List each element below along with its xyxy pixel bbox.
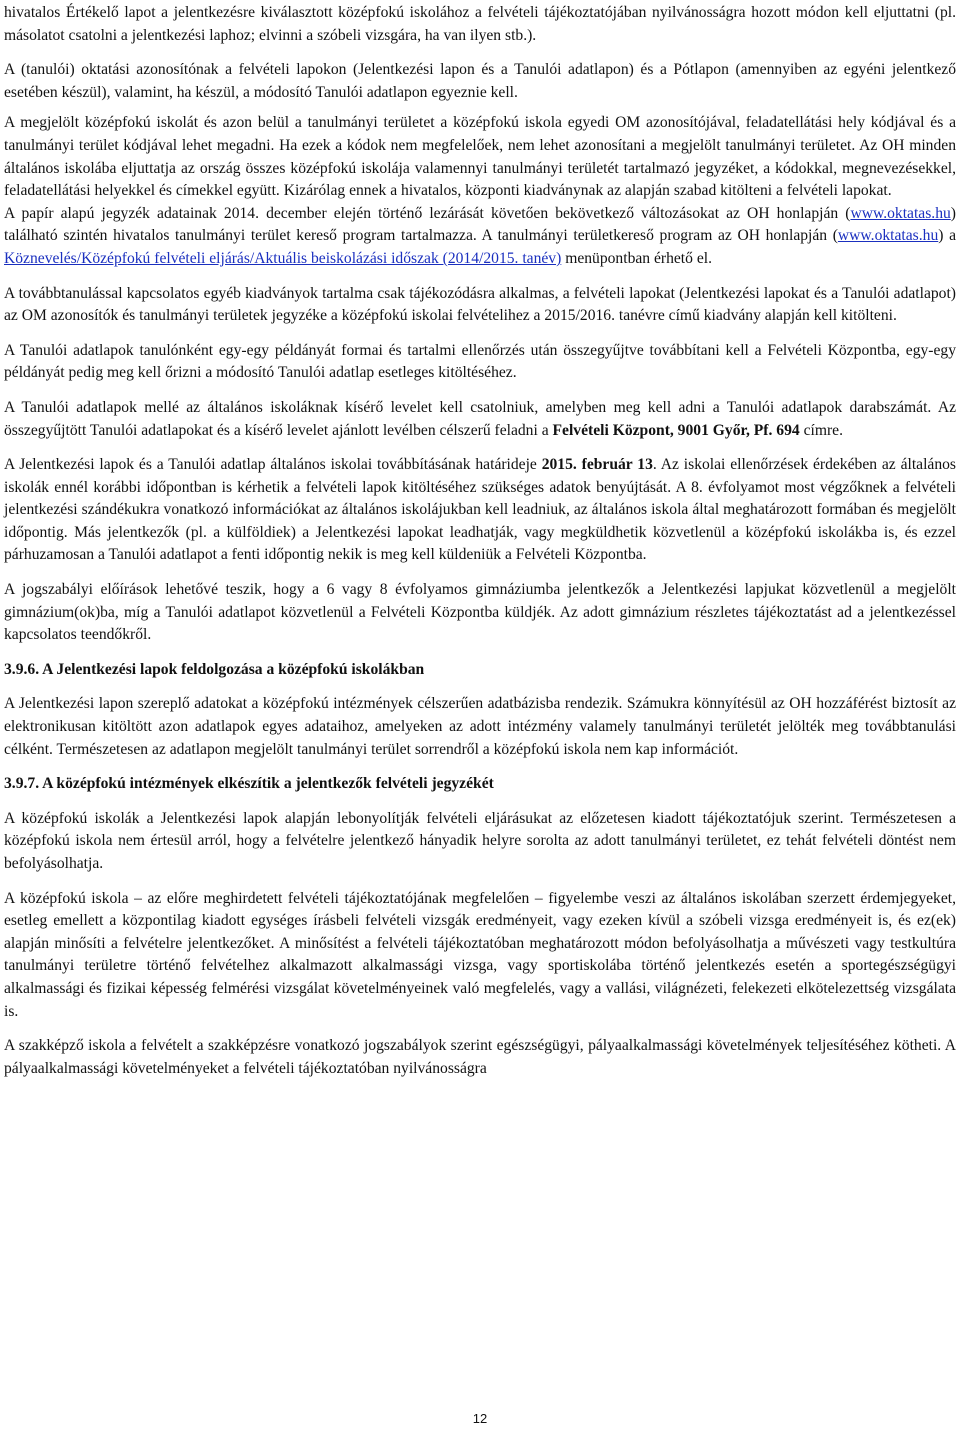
menu-path-link[interactable]: Köznevelés/Középfokú felvételi eljárás/Aktuális beiskolázási időszak (2014/2015. tanév) (4, 249, 562, 267)
text-segment: címre. (799, 421, 843, 439)
document-page (4, 0, 956, 1092)
paragraph-oktatasi-azonosito: A (tanulói) oktatási azonosítónak a felvételi lapokon (Jelentkezési lapon és a Tanulói adatlapon) és a Pótlapon (amennyiben az egyéni jelentkező esetében készül), valamint, ha készül, a módosító Tanulói adatlapon egyeznie kell. (4, 61, 956, 101)
paragraph-feldolgozas: A Jelentkezési lapon szereplő adatokat a középfokú intézmények célszerűen adatbázisba rendezik. Számukra könnyítésül az OH hozzáférést biztosít az elektronikusan kitöltött azon adatlapok egyes adataihoz, amelyeken az adott intézmény valamely tanulmányi területét jelölték meg továbbtanulási célként. Természetesen az adatlapon megjelölt tanulmányi terület sorrendről a középfokú iskola nem kap információt. (4, 695, 956, 758)
paragraph-0: hivatalos Értékelő lapot a jelentkezésre kiválasztott középfokú iskolához a felvételi tájékoztatójában nyilvánosságra hozott módon kell eljuttatni (pl. másolatot csatolni a jelentkezési laphoz; elvinni a szóbeli vizsgára, ha van ilyen stb.). (4, 4, 956, 44)
deadline-bold: 2015. február 13 (541, 456, 653, 474)
oktatas-link-1[interactable]: www.oktatas.hu (850, 204, 951, 222)
section-heading-3-9-6: 3.9.6. A Jelentkezési lapok feldolgozása a középfokú iskolákban (4, 660, 425, 678)
paragraph-kiadvanyok: A továbbtanulással kapcsolatos egyéb kiadványok tartalma csak tájékozódásra alkalmas, a felvételi lapokat (Jelentkezési lapokat és a Tanulói adatlapot) az OM azonosítók és tanulmányi területek jegyzéke a középfokú iskolai felvételihez a 2015/2016. tanévre című kiadvány alapján kell kitölteni. (4, 284, 956, 325)
page-number: 12 (472, 1411, 488, 1426)
text-segment: ) a (938, 227, 956, 245)
text-segment: menüpontban érhető el. (561, 249, 712, 267)
text-segment: ) található szintén hivatalos tanulmányi terület kereső program tartalmazza. A tanulmányi területkereső program az OH honlapján ( (4, 204, 956, 245)
paragraph-hatarido (4, 454, 956, 567)
paragraph-om-azonosito: A megjelölt középfokú iskolát és azon belül a tanulmányi területet a középfokú iskola egyedi OM azonosítójával, feladatellátási hely kódjával és a tanulmányi terület kódjával lehet megadni. Ha ezek a kódok nem megfelelőek, nem lehet azonosítani a megjelölt tanulmányi területet. Az OH minden általános iskolába eljuttatja az ország összes középfokú iskolája valamennyi tanulmányi területét tartalmazó jegyzéket, a kódokkal, megnevezésekkel, feladatellátási helyekkel és címekkel együtt. Kizárólag ennek a hivatalos, központi kiadványnak az alapján szabad kitölteni a felvételi lapokat. (4, 114, 956, 200)
paragraph-minosites: A középfokú iskola – az előre meghirdetett felvételi tájékoztatójának megfelelően – figyelembe veszi az általános iskolában szerzett érdemjegyeket, esetleg emellett a központilag kiadott egységes írásbeli felvételi vizsgák eredményeit, vagy ezeken kívül a szóbeli vizsga eredményeit is, és ez(ek) alapján minősíti a felvételre jelentkezőket. A minősítést a felvételi tájékoztatóban meghatározott módon befolyásolhatja a művészeti vagy testkultúra tanulmányi területre történő felvételhez alkalmazott alkalmassági vizsga, vagy sportiskolába történő jelentkezés esetén a sportegészségügyi alkalmassági és fizikai képesség felmérési vizsgálat követelményeinek való megfelelés, vagy a vallási, világnézeti, felekezeti elkötelezettség vizsgálata is. (4, 889, 956, 1020)
paragraph-tanuloi-adatlapok: A Tanulói adatlapok tanulónként egy-egy példányát formai és tartalmi ellenőrzés után összegyűjtve továbbítani kell a Felvételi Központba, egy-egy példányát pedig meg kell őrizni a módosító Tanulói adatlap esetleges kitöltéséhez. (4, 341, 956, 382)
text-segment: . Az iskolai ellenőrzések érdekében az általános iskolák ennél korábbi időpontban is kérhetik a felvételi lapok kitöltéséhez szükséges adatok benyújtását. A 8. évfolyamot most végzőknek a felvételi jelentkezési szándékukra vonatkozó információkat az általános iskolájukban kell leadniuk, az általános iskola által meghatározott formában és megjelölt időpontig. Más jelentkezők (pl. a külföldiek) a Jelentkezési lapokat leadhatják, vagy megküldhetik közvetlenül a középfokú iskolákba is, és ezzel párhuzamosan a Tanulói adatlapot a fenti időpontig nekik is meg kell küldeniük a Felvételi Központba. (4, 456, 956, 564)
address-bold: Felvételi Központ, 9001 Győr, Pf. 694 (552, 421, 800, 439)
paragraph-jegyzek-valtozasok (4, 203, 956, 271)
text-segment: A Jelentkezési lapok és a Tanulói adatlap általános iskolai továbbításának határideje (4, 456, 542, 474)
paragraph-gimnazium: A jogszabályi előírások lehetővé teszik, hogy a 6 vagy 8 évfolyamos gimnáziumba jelentkezők a Jelentkezési lapjukat közvetlenül a megjelölt gimnázium(ok)ba, míg a Tanulói adatlapot közvetlenül a Felvételi Központba küldjék. Az adott gimnázium részletes tájékoztatást ad a jelentkezéssel kapcsolatos teendőkről. (4, 581, 956, 644)
paragraph-kisero-level (4, 397, 956, 442)
paragraph-felveteli-eljaras: A középfokú iskolák a Jelentkezési lapok alapján lebonyolítják felvételi eljárásukat az előzetesen kiadott tájékoztatójuk szerint. Természetesen a középfokú iskola nem értesül arról, hogy a felvételre jelentkező hányadik helyre sorolta az adott tanulmányi területet, ez tehát felvételi döntést nem befolyásolhatja. (4, 809, 956, 872)
section-heading-3-9-7: 3.9.7. A középfokú intézmények elkészítik a jelentkezők felvételi jegyzékét (4, 775, 494, 793)
oktatas-link-2[interactable]: www.oktatas.hu (837, 227, 939, 245)
text-segment: A papír alapú jegyzék adatainak 2014. december elején történő lezárását követően bekövetkező változásokat az OH honlapján ( (4, 204, 851, 222)
paragraph-szakkepzo: A szakképző iskola a felvételt a szakképzésre vonatkozó jogszabályok szerint egészségügyi, pályaalkalmassági követelmények teljesítéséhez kötheti. A pályaalkalmassági követelményeket a felvételi tájékoztatóban nyilvánosságra (4, 1037, 956, 1077)
text-segment: A Tanulói adatlapok mellé az általános iskoláknak kísérő levelet kell csatolniuk, amelyben meg kell adni a Tanulói adatlapok darabszámát. Az összegyűjtött Tanulói adatlapokat és a kísérő levelet ajánlott levélben célszerű feladni a (4, 398, 956, 439)
